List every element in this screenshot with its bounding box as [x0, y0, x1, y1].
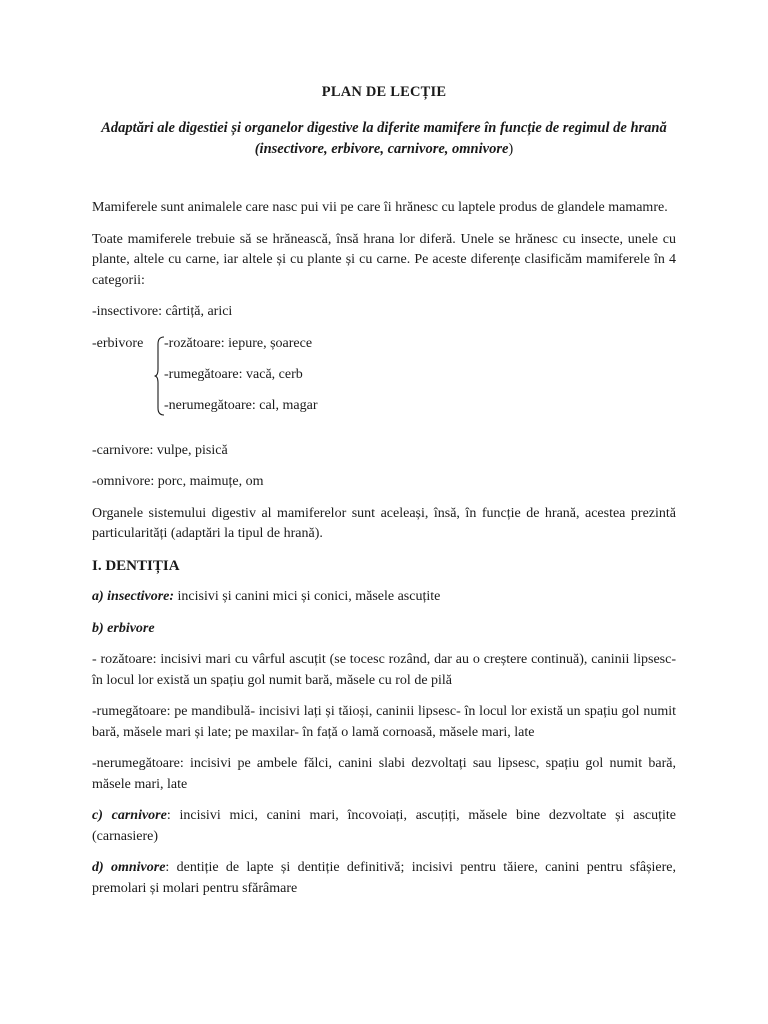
item-insectivore [92, 587, 676, 608]
paragraph-intro: Mamiferele sunt animalele care nasc pui vii pe care îi hrănesc cu laptele produs de glandele mamamre. [92, 200, 668, 215]
page-subtitle [90, 118, 678, 160]
item-insectivore-label: a) insectivore: [92, 589, 175, 604]
paragraph-categories: Toate mamiferele trebuie să se hrănească, însă hrana lor diferă. Unele se hrănesc cu insecte, unele cu plante, altele cu carne, iar altele și cu plante și cu carne. Pe aceste diferențe clasificăm mamiferele în 4 categorii: [92, 231, 676, 288]
item-carnivore [92, 806, 676, 847]
section-heading-dentitia: I. DENTIȚIA [92, 557, 180, 574]
erbivore-subtype-2: -rumegătoare: vacă, cerb [164, 366, 303, 382]
item-rumegatoare: -rumegătoare: pe mandibulă- incisivi lați și tăioși, caninii lipsesc- în locul lor există un spațiu gol numit bară, măsele mari și late; pe maxilar- în față o lamă cornoasă, măsele mari, late [92, 704, 676, 740]
erbivore-heading: b) erbivore [92, 620, 155, 636]
erbivore-label: -erbivore [92, 335, 144, 351]
category-carnivore: -carnivore: vulpe, pisică [92, 442, 228, 458]
item-omnivore-label: d) omnivore [92, 860, 166, 875]
item-insectivore-text: incisivi și canini mici și conici, măsele ascuțite [174, 589, 441, 604]
item-erbivore-label [92, 619, 676, 640]
item-nerumegatoare: -nerumegătoare: incisivi pe ambele fălci, canini slabi dezvoltați sau lipsesc, spațiu gol numit bară, măsele mari, late [92, 756, 676, 792]
page-title: PLAN DE LECȚIE [321, 84, 447, 100]
erbivore-subtype-1: -rozătoare: iepure, șoarece [164, 335, 313, 351]
item-rozatoare: - rozătoare: incisivi mari cu vârful ascuțit (se tocesc rozând, dar au o creștere continuă), caninii lipsesc- în locul lor există un spațiu gol numit bară, măsele cu rol de pilă [92, 652, 676, 688]
subtitle-text: Adaptări ale digestiei și organelor digestive la diferite mamifere în funcție de regimul de hrană (insectivore, erbivore, carnivore, omnivore [101, 120, 667, 157]
category-insectivore: -insectivore: cârtiță, arici [92, 304, 233, 319]
item-omnivore-text: : dentiție de lapte și dentiție definitivă; incisivi pentru tăiere, canini pentru sfâșiere, premolari și molari pentru sfărâmare [92, 860, 677, 896]
item-carnivore-label: c) carnivore [92, 808, 167, 823]
document-body [92, 198, 676, 910]
category-erbivore [92, 334, 676, 430]
item-carnivore-text: : incisivi mici, canini mari, încovoiați, ascuțiți, măsele bine dezvoltate și ascuțite (carnasiere) [92, 808, 676, 844]
item-omnivore [92, 858, 676, 899]
paragraph-organs: Organele sistemului digestiv al mamiferelor sunt aceleași, însă, în funcție de hrană, acestea prezintă particularități (adaptări la tipul de hrană). [92, 505, 676, 541]
category-omnivore: -omnivore: porc, maimuțe, om [92, 474, 264, 489]
subtitle-close: ) [508, 141, 514, 157]
erbivore-subtype-3: -nerumegătoare: cal, magar [164, 397, 318, 413]
